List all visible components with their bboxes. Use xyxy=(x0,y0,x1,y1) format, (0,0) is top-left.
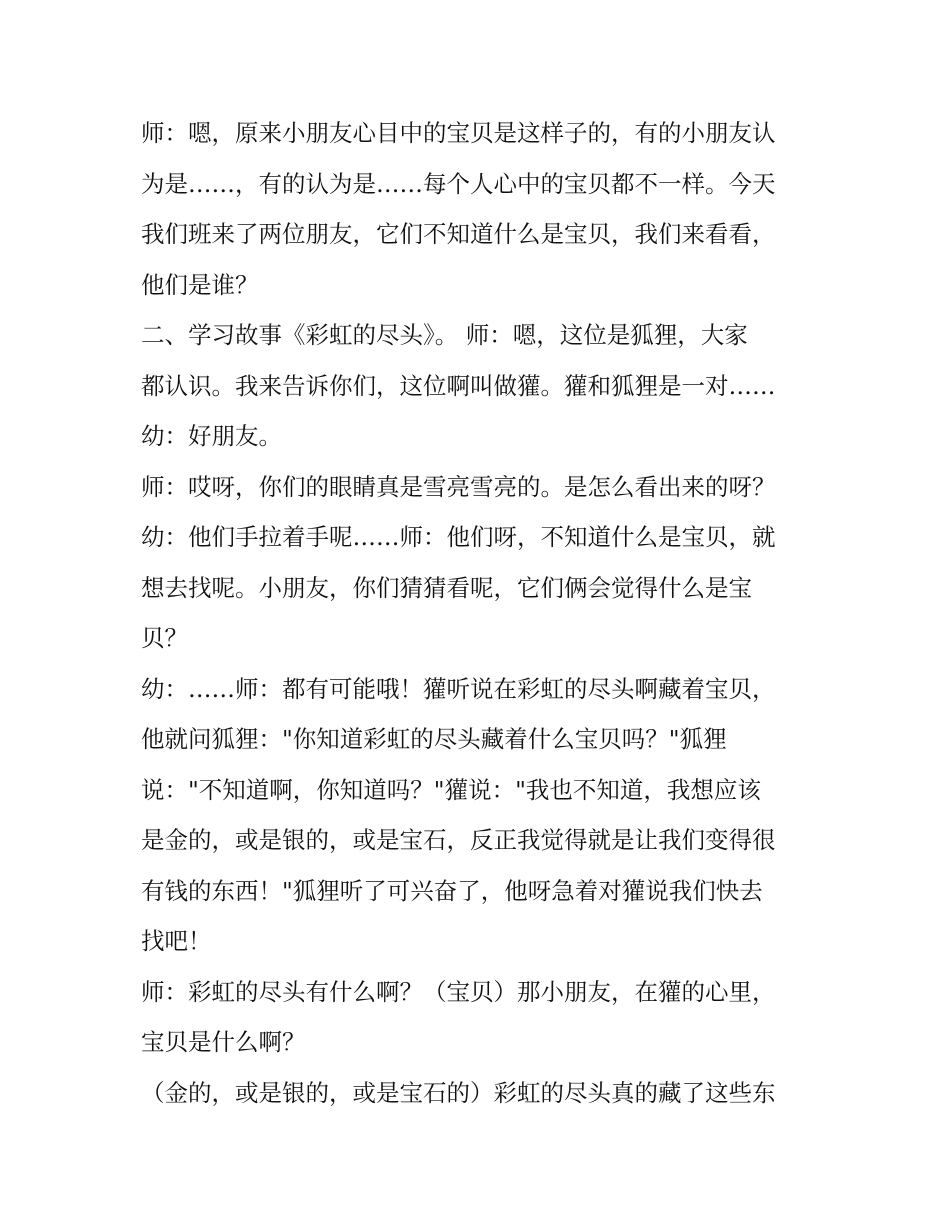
text-line: 为是……，有的认为是……每个人心中的宝贝都不一样。今天 xyxy=(141,169,776,198)
text-line: 找吧！ xyxy=(141,927,212,955)
text-line: 二、学习故事《彩虹的尽头》。 师：嗯，这位是狐狸，大家 xyxy=(141,321,748,349)
text-line: 是金的，或是银的，或是宝石，反正我觉得就是让我们变得很 xyxy=(141,826,776,854)
text-line: 师：彩虹的尽头有什么啊？（宝贝）那小朋友，在獾的心里， xyxy=(141,977,776,1006)
text-line: 有钱的东西！"狐狸听了可兴奋了，他呀急着对獾说我们快去 xyxy=(141,876,763,905)
text-line: 他就问狐狸："你知道彩虹的尽头藏着什么宝贝吗？"狐狸 xyxy=(141,725,727,753)
text-line: 都认识。我来告诉你们，这位啊叫做獾。獾和狐狸是一对…… xyxy=(141,371,776,400)
text-line: 我们班来了两位朋友，它们不知道什么是宝贝，我们来看看， xyxy=(141,220,776,248)
text-line: 说："不知道啊，你知道吗？"獾说："我也不知道，我想应该 xyxy=(141,775,761,804)
text-line: （金的，或是银的，或是宝石的）彩虹的尽头真的藏了这些东 xyxy=(141,1078,776,1107)
text-line: 想去找呢。小朋友，你们猜猜看呢，它们俩会觉得什么是宝 xyxy=(141,573,752,602)
text-line: 贝？ xyxy=(141,624,188,652)
text-line: 幼：好朋友。 xyxy=(141,422,282,450)
text-line: 他们是谁？ xyxy=(141,270,259,299)
text-line: 师：嗯，原来小朋友心目中的宝贝是这样子的，有的小朋友认 xyxy=(141,119,776,147)
text-line: 幼：……师：都有可能哦！獾听说在彩虹的尽头啊藏着宝贝， xyxy=(141,674,776,703)
text-line: 宝贝是什么啊？ xyxy=(141,1028,306,1056)
text-line: 幼：他们手拉着手呢……师：他们呀，不知道什么是宝贝，就 xyxy=(141,523,776,551)
document-body xyxy=(141,108,821,1118)
text-line: 师：哎呀，你们的眼睛真是雪亮雪亮的。是怎么看出来的呀？ xyxy=(141,472,776,501)
